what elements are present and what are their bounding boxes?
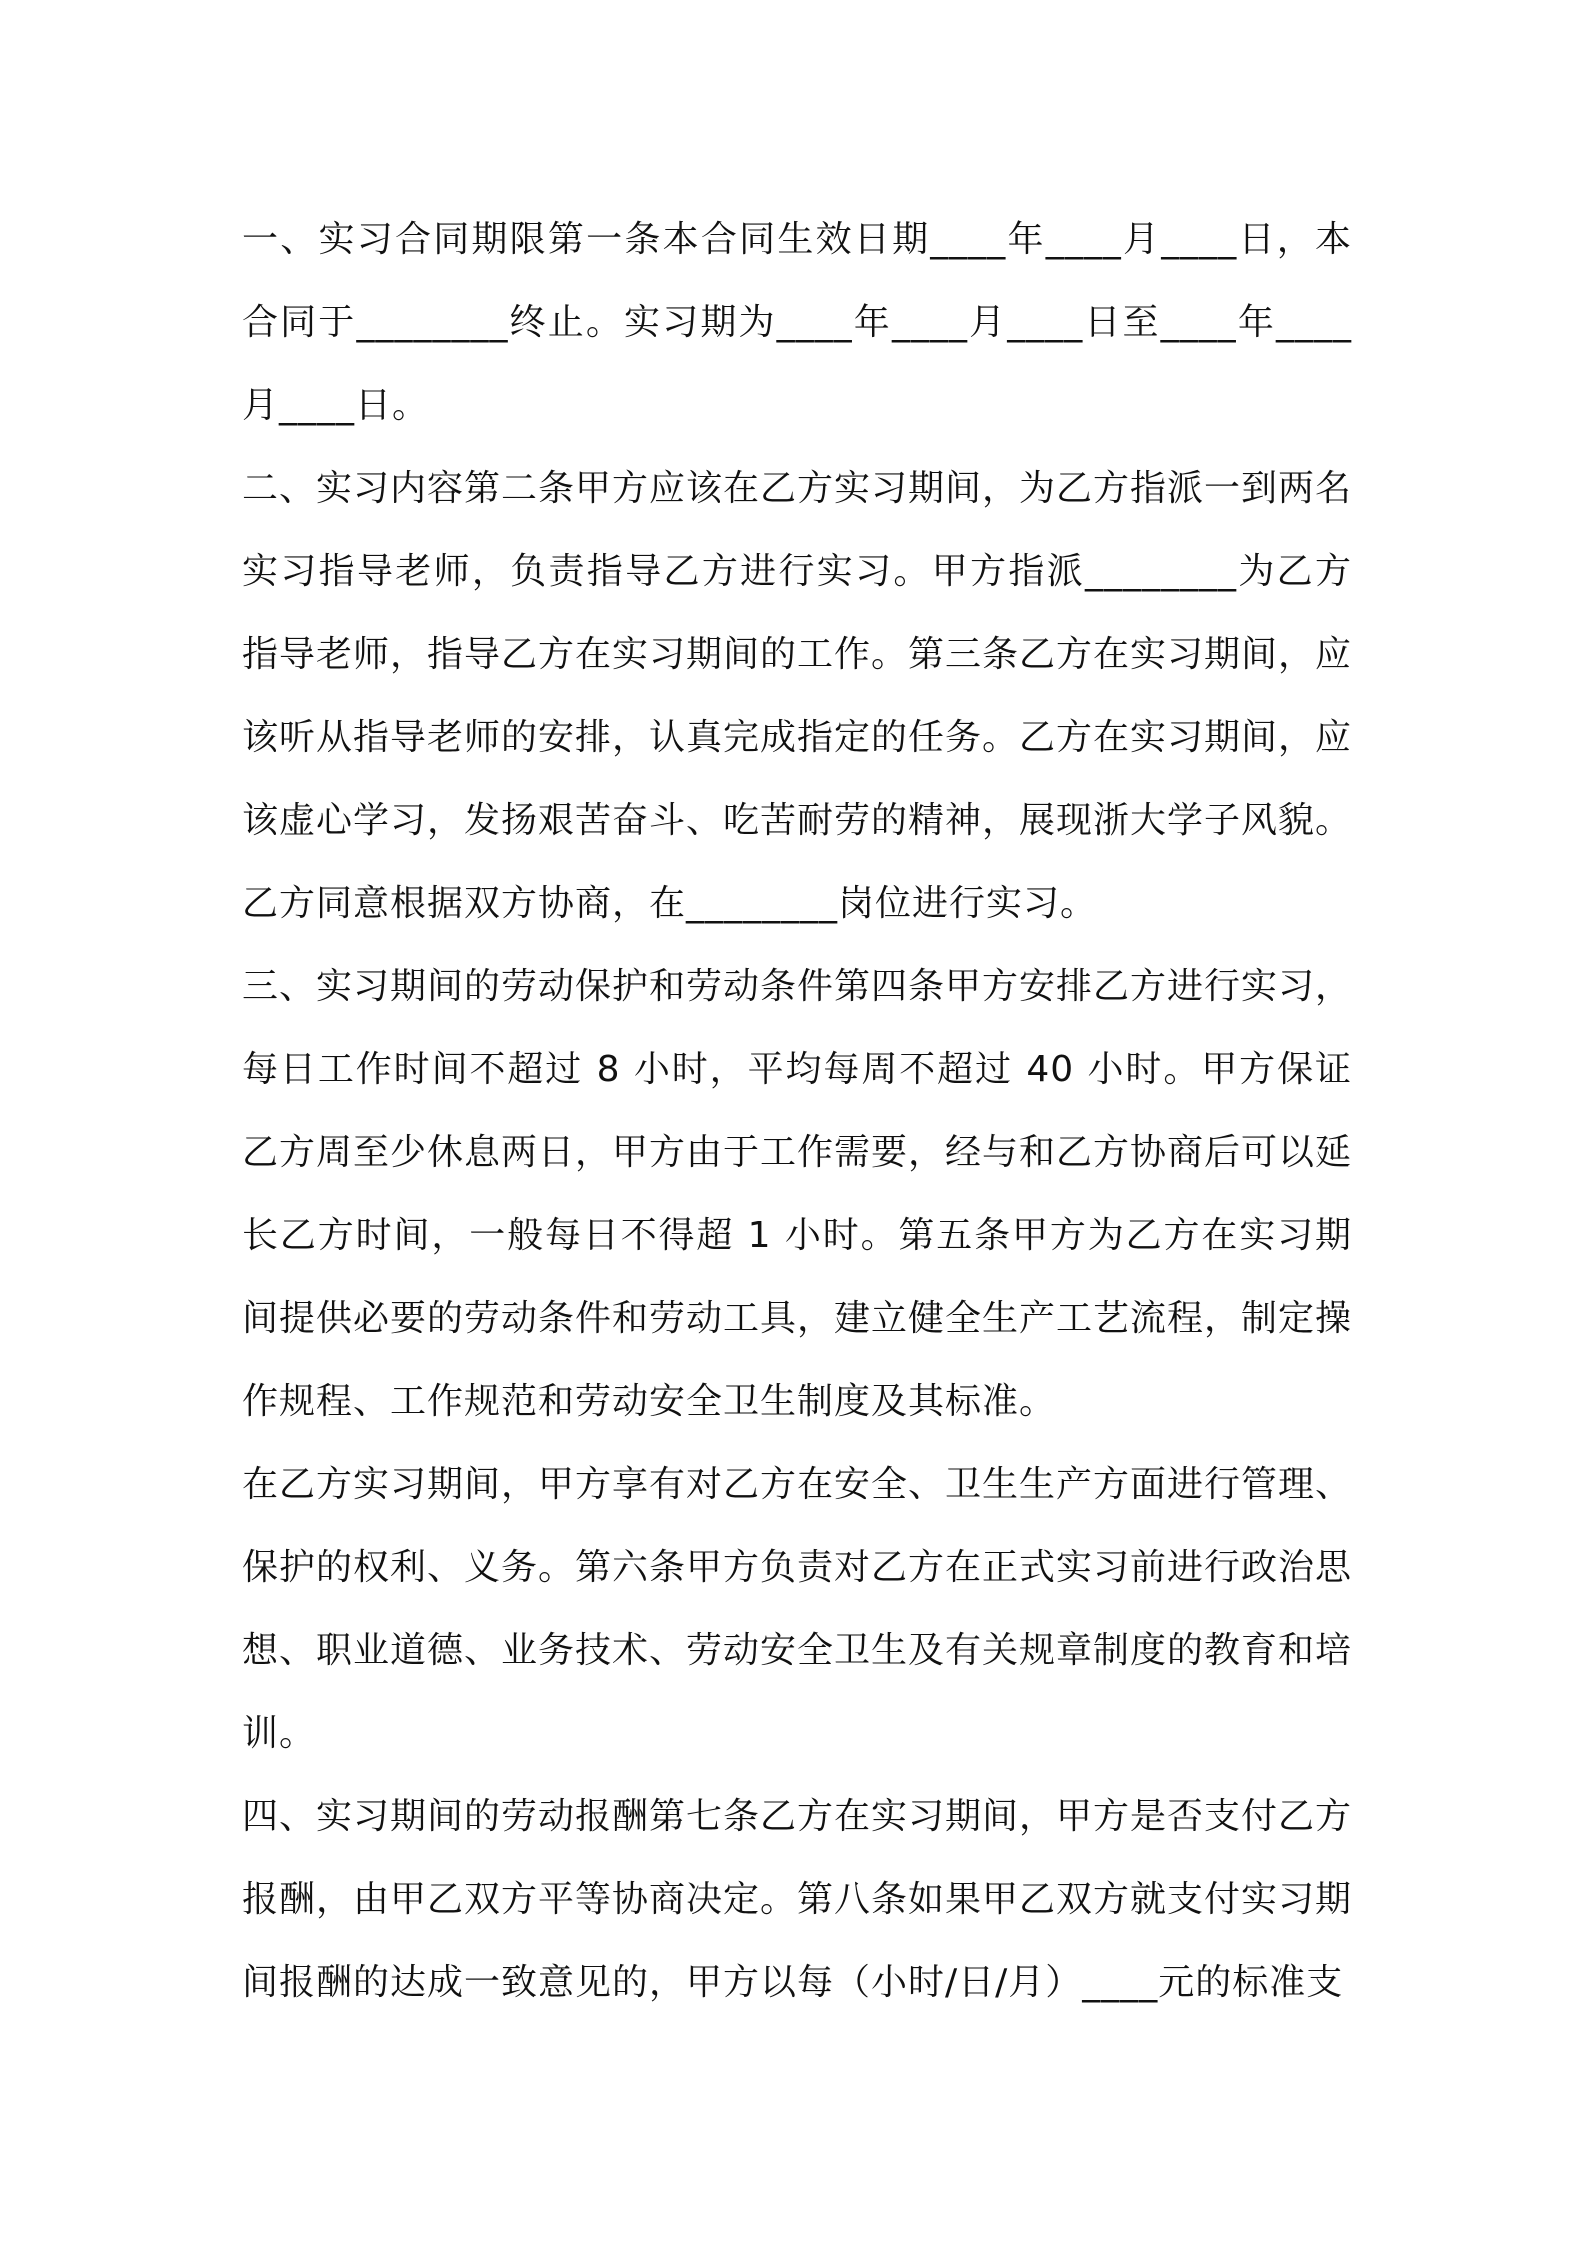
- paragraph-remuneration: 四、实习期间的劳动报酬第七条乙方在实习期间，甲方是否支付乙方报酬，由甲乙双方平等协商决定。第八条如果甲乙双方就支付实习期间报酬的达成一致意见的，甲方以每（小时/日/月）____元的标准支: [242, 1796, 1353, 2003]
- paragraph-management: 在乙方实习期间，甲方享有对乙方在安全、卫生生产方面进行管理、保护的权利、义务。第六条甲方负责对乙方在正式实习前进行政治思想、职业道德、业务技术、劳动安全卫生及有关规章制度的教育和培训。: [242, 1464, 1353, 1754]
- paragraph-labor-protection: 三、实习期间的劳动保护和劳动条件第四条甲方安排乙方进行实习，每日工作时间不超过 8 小时，平均每周不超过 40 小时。甲方保证乙方周至少休息两日，甲方由于工作需要，经与和乙方协商后可以延长乙方时间，一般每日不得超 1 小时。第五条甲方为乙方在实习期间提供必要的劳动条件和劳动工具，建立健全生产工艺流程，制定操作规程、工作规范和劳动安全卫生制度及其标准。: [242, 966, 1353, 1422]
- paragraph-content: 二、实习内容第二条甲方应该在乙方实习期间，为乙方指派一到两名实习指导老师，负责指导乙方进行实习。甲方指派________为乙方指导老师，指导乙方在实习期间的工作。第三条乙方在实习期间，应该听从指导老师的安排，认真完成指定的任务。乙方在实习期间，应该虚心学习，发扬艰苦奋斗、吃苦耐劳的精神，展现浙大学子风貌。乙方同意根据双方协商，在________岗位进行实习。: [242, 468, 1353, 924]
- paragraph-term: 一、实习合同期限第一条本合同生效日期____年____月____日，本合同于________终止。实习期为____年____月____日至____年____月____日。: [242, 219, 1352, 426]
- document-body: [242, 198, 1352, 2024]
